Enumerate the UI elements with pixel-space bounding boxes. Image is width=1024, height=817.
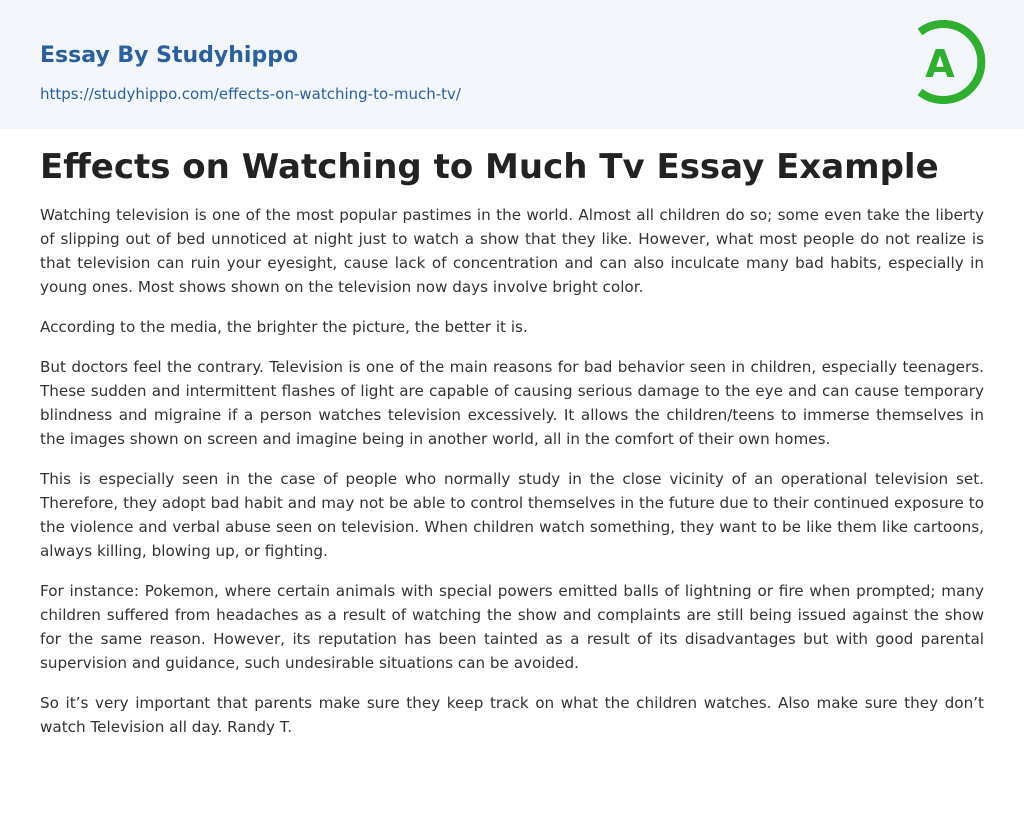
logo-letter: A [925,42,955,86]
paragraph: So it’s very important that parents make sure they keep track on what the children watches. Also make sure they don’t watch Television all day. Randy T. [40,694,984,736]
paragraph: Watching television is one of the most popular pastimes in the world. Almost all children do so; some even take the liberty of slipping out of bed unnoticed at night just to watch a show that they like. However, what most people do not realize is that television can ruin your eyesight, cause lack of concentration and can also inculcate many bad habits, especially in young ones. Most shows shown on the television now days involve bright color. [40,206,984,296]
page-url-link[interactable]: https://studyhippo.com/effects-on-watching-to-much-tv/ [40,85,461,103]
logo-icon[interactable] [912,20,986,104]
site-brand[interactable]: Essay By Studyhippo [40,43,299,68]
paragraph: For instance: Pokemon, where certain animals with special powers emitted balls of lightning or fire when prompted; many children suffered from headaches as a result of watching the show and complaints are still being issued against the show for the same reason. However, its reputation has been tainted as a result of its disadvantages but with good parental supervision and guidance, such undesirable situations can be avoided. [40,582,984,672]
page-title: Effects on Watching to Much Tv Essay Example [40,147,939,187]
site-header [0,0,1024,129]
paragraph: But doctors feel the contrary. Television is one of the main reasons for bad behavior seen in children, especially teenagers. These sudden and intermittent flashes of light are capable of causing serious damage to the eye and can cause temporary blindness and migraine if a person watches television excessively. It allows the children/teens to immerse themselves in the images shown on screen and imagine being in another world, all in the comfort of their own homes. [40,358,984,448]
article [40,144,984,755]
paragraph: This is especially seen in the case of people who normally study in the close vicinity of an operational television set. Therefore, they adopt bad habit and may not be able to control themselves in the future due to their continued exposure to the violence and verbal abuse seen on television. When children watch something, they want to be like them like cartoons, always killing, blowing up, or fighting. [40,470,984,560]
paragraph: According to the media, the brighter the picture, the better it is. [40,318,528,336]
